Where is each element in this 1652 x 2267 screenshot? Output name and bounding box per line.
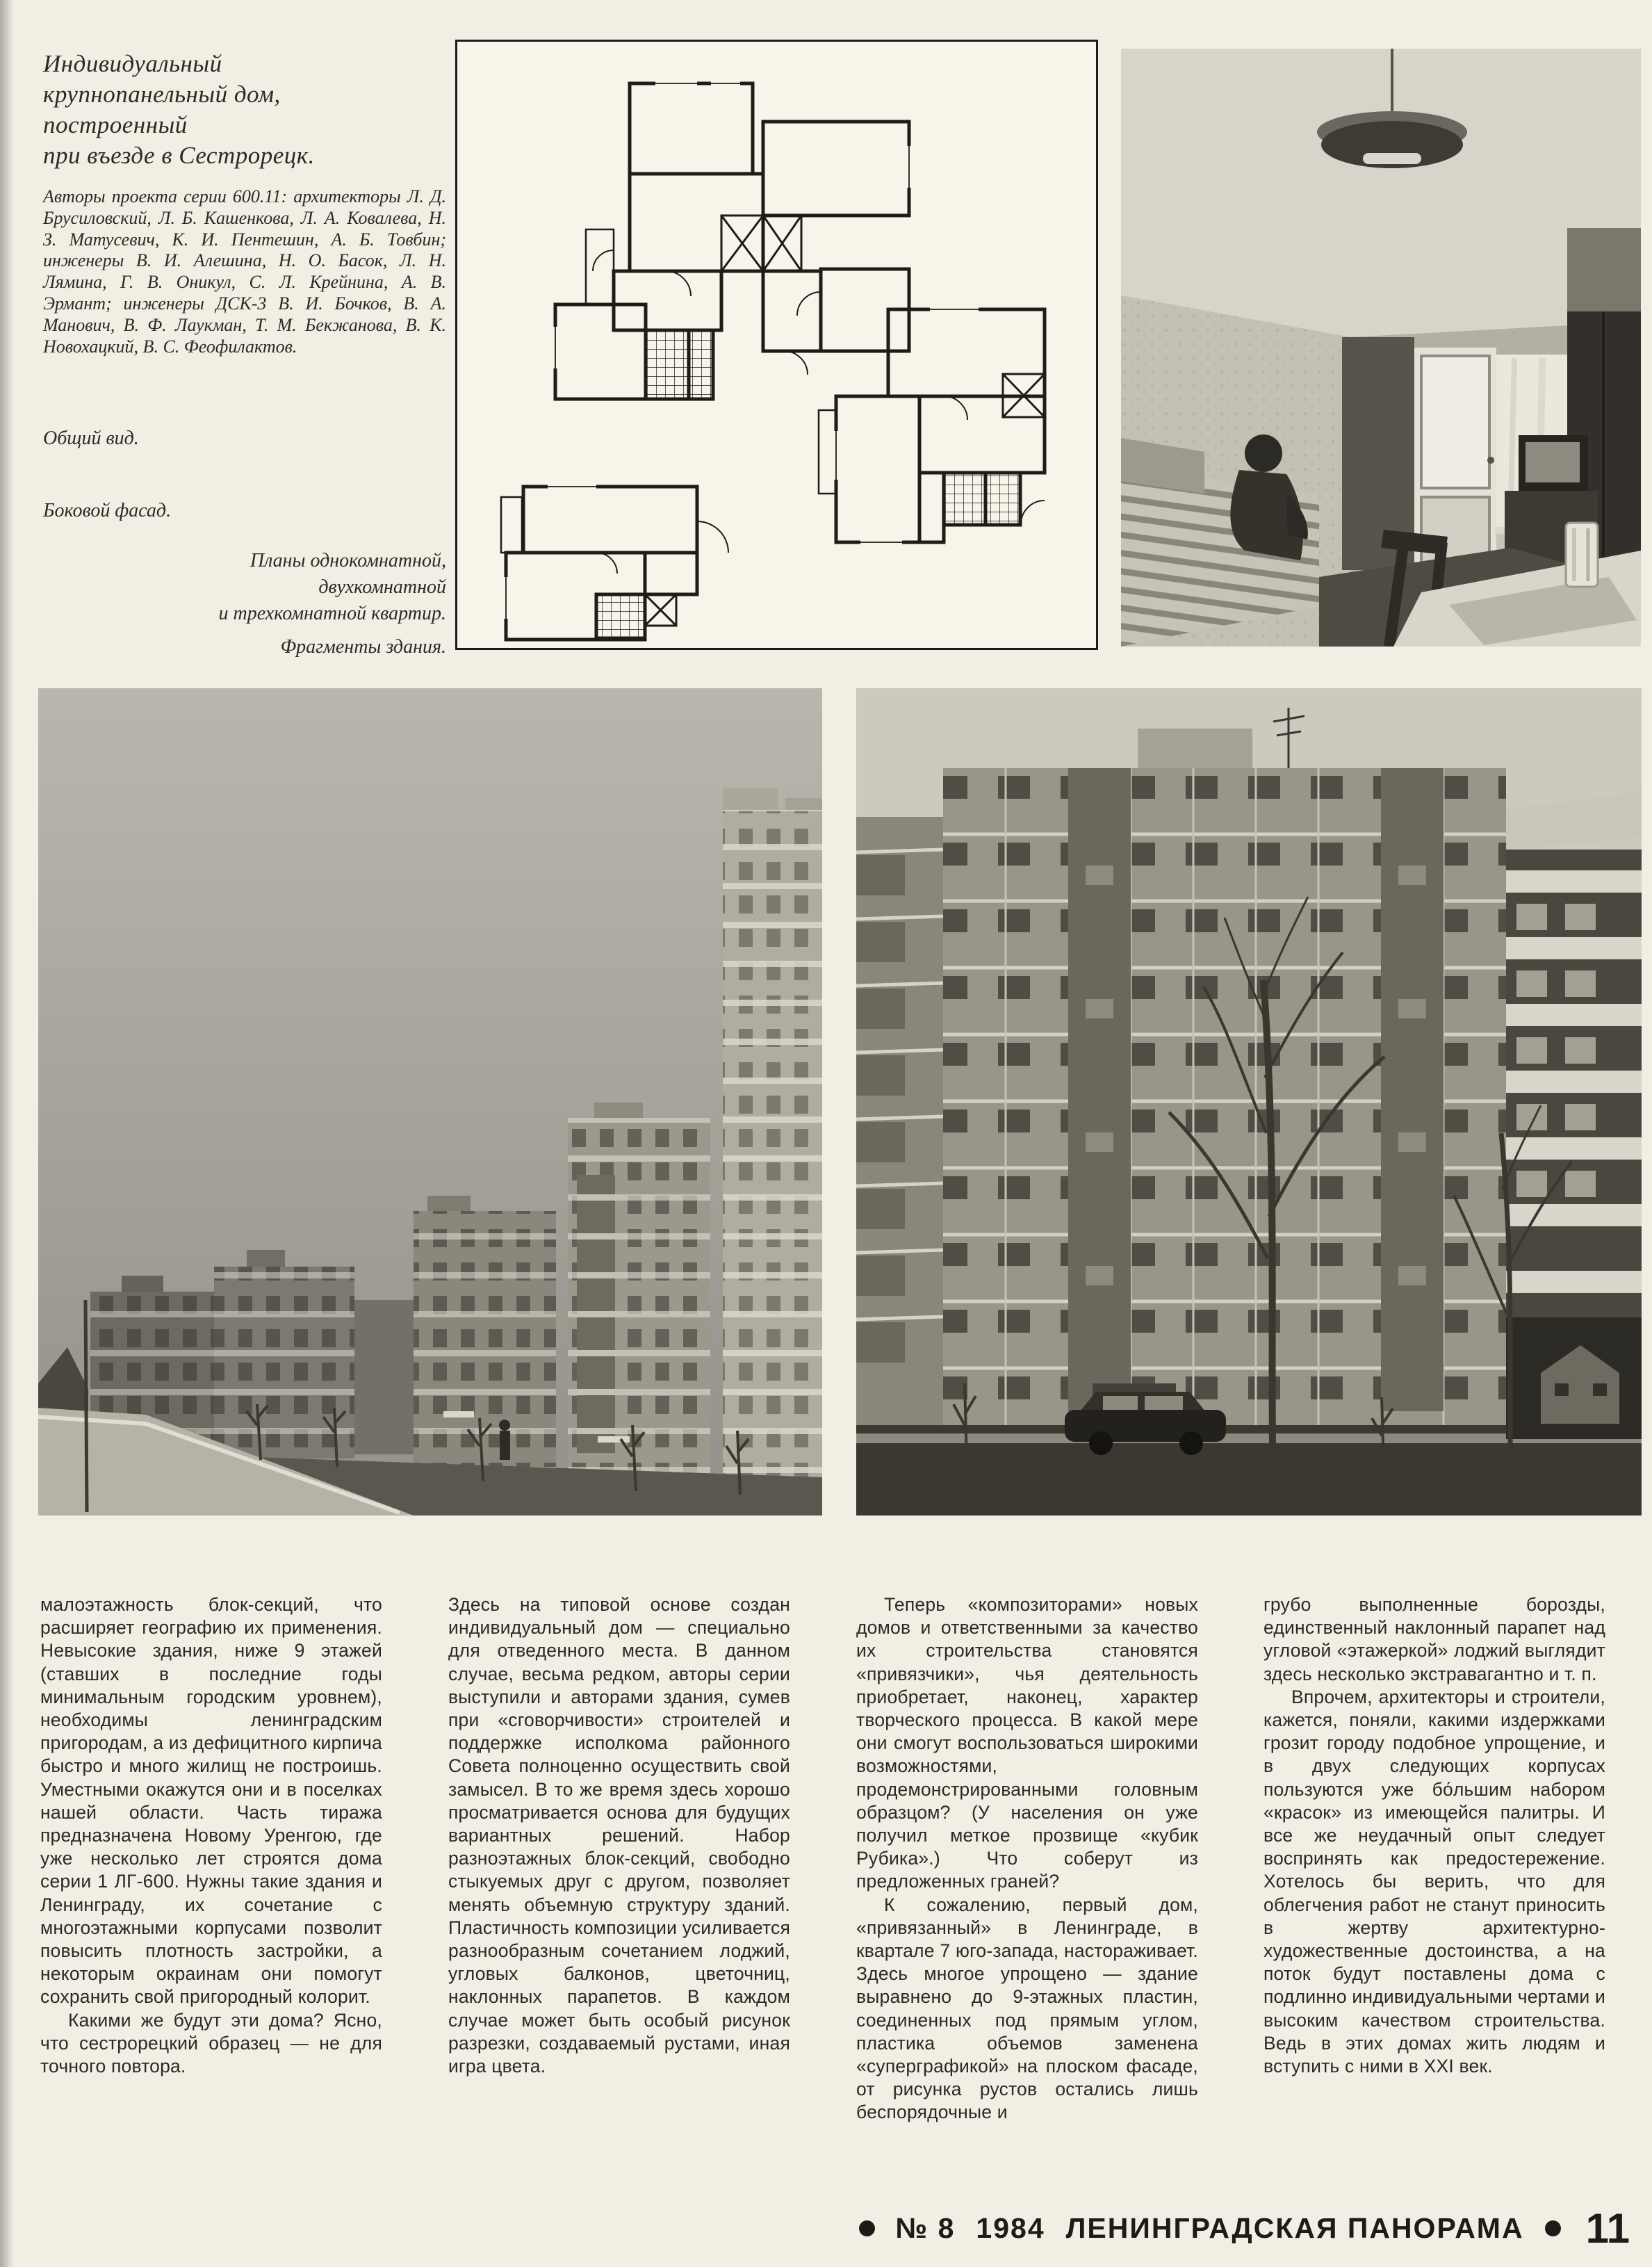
door-arcs bbox=[596, 521, 728, 574]
floor-plans-figure bbox=[455, 40, 1098, 650]
paragraph: Впрочем, архитекторы и строители, кажется, поняли, какими издержками грозит городу подобное упрощение, и в двух следующих корпусах пользуются уже бо́льшим набором «красок» из имеющейся палитры. И все же неудачный опыт следует воспринять как предостережение. Хотелось бы верить, что для облегчения работ не станут приносить в жертву архитектурно-художественные достоинства, а на поток будут поставлены дома с подлинно индивидуальными чертами и высоким качеством строительства. Ведь в этих домах жить людям и вступить с ними в XXI век. bbox=[1263, 1686, 1605, 2077]
paragraph: К сожалению, первый дом, «привязанный» в Ленинграде, в квартале 7 юго-запада, настораживает. Здесь многое упрощено — здание выравнено до 9-этажных пластин, соединенных под прямым углом, пластика объемов заменена «суперграфикой» на плоском фасаде, от рисунка рустов остались лишь беспорядочные и bbox=[856, 1894, 1198, 2123]
article-column-1 bbox=[40, 1593, 382, 2191]
person-figure bbox=[499, 1420, 510, 1460]
building-block-3 bbox=[414, 1196, 556, 1470]
left-wing bbox=[856, 817, 943, 1429]
caption-fragments: Фрагменты здания. bbox=[280, 636, 446, 658]
intro-authors: Авторы проекта серии 600.11: архитекторы Л. Д. Брусиловский, Л. Б. Кашенкова, Л. А. Ковалева, Н. З. Матусевич, К. И. Пентешин, А. Б. Товбин; инженеры В. И. Алешина, Н. О. Басок, Л. Н. Лямина, Г. В. Оникул, С. Л. Крейнина, А. В. Эрмант; инженеры ДСК-3 В. И. Бочков, В. А. Манович, В. Ф. Лаукман, Т. М. Бекжанова, В. К. Новохацкий, В. С. Феофилактов. bbox=[43, 186, 446, 357]
intro-title-line: при въезде в Сестрорецк. bbox=[43, 142, 315, 169]
caption-general-view: Общий вид. bbox=[43, 428, 139, 449]
building-block-2 bbox=[214, 1250, 354, 1458]
paragraph: грубо выполненные борозды, единственный наклонный парапет над угловой «этажеркой» лоджий выглядит здесь несколько экстравагантно и т. п. bbox=[1263, 1594, 1605, 1684]
bathroom-grid bbox=[646, 330, 689, 399]
footer-year: 1984 bbox=[976, 2211, 1045, 2244]
building-block-5 bbox=[723, 788, 822, 1488]
article-column-4 bbox=[1263, 1593, 1605, 2191]
caption-plans bbox=[43, 548, 446, 627]
footer-bullet-icon bbox=[1545, 2220, 1561, 2236]
intro-title-line: крупнопанельный дом, bbox=[43, 81, 281, 108]
article-column-3 bbox=[856, 1593, 1198, 2191]
paragraph: малоэтажность блок-секций, что расширяет географию их применения. Невысокие здания, ниже 9 этажей (ставших в последние годы минимальным городским уровнем), необходимы ленинградским пригородам, а из дефицитного кирпича быстро и много жилищ не построишь. Уместными окажутся они и в поселках нашей области. Часть тиража предназначена Новому Уренгою, где уже несколько лет строятся дома серии 1 ЛГ-600. Нужны такие здания и Ленинграду, их сочетание с многоэтажными корпусами позволит повысить плотность застройки, а некоторым окраинам они помогут сохранить свой пригородный колорит. bbox=[40, 1594, 382, 2008]
building-block-4 bbox=[568, 1103, 710, 1479]
caption-plans-line: двухкомнатной bbox=[318, 576, 446, 598]
paragraph: Теперь «композиторами» новых домов и ответственными за качество их строительства становятся «привязчики», чья деятельность приобретает, наконец, характер творческого процесса. В какой мере они смогут воспользоваться широкими возможностями, продемонстрированными головным образцом? (У населения он уже получил меткое прозвище «кубик Рубика».) Что соберут из предложенных граней? bbox=[856, 1594, 1198, 1892]
intro-title-line: Индивидуальный bbox=[43, 50, 222, 77]
paragraph: Какими же будут эти дома? Ясно, что сестрорецкий образец — не для точного повтора. bbox=[40, 2009, 382, 2077]
plan-one-room bbox=[501, 484, 728, 640]
footer-bullet-icon bbox=[859, 2220, 875, 2236]
dark-panel-column bbox=[1381, 768, 1444, 1411]
roof-penthouse bbox=[1138, 729, 1252, 768]
window-marks bbox=[553, 81, 912, 368]
interior-photo bbox=[1121, 49, 1641, 647]
side-facade-svg bbox=[856, 688, 1642, 1516]
caption-plans-line: и трехкомнатной квартир. bbox=[218, 603, 446, 624]
general-view-svg bbox=[38, 688, 822, 1516]
intro-title-line: построенный bbox=[43, 111, 188, 138]
paragraph: Здесь на типовой основе создан индивидуальный дом — специально для отведенного места. В данном случае, весьма редком, авторы серии выступили и авторами здания, сумев при «сговорчивости» строителей и поддержке исполкома районного Совета полноценно осуществить свой замысел. В то же время здесь хорошо просматривается основа для будущих вариантных решений. Набор разноэтажных блок-секций, свободно стыкуемых друг с другом, позволяет менять объемную структуру зданий. Пластичность композиции усиливается разнообразным сочетанием лоджий, угловых балконов, цветочниц, наклонных парапетов. В каждом случае может быть особый рисунок разрезки, создаваемый рустами, иная игра цвета. bbox=[448, 1594, 790, 2077]
ceiling bbox=[1121, 49, 1641, 337]
glass bbox=[1566, 523, 1598, 587]
page-edge-shadow bbox=[0, 0, 14, 2267]
footer-page-number: 11 bbox=[1585, 2204, 1630, 2252]
archway bbox=[1506, 1317, 1642, 1439]
building-gap-block bbox=[354, 1300, 414, 1454]
bathroom-grid bbox=[944, 473, 986, 525]
intro-title bbox=[43, 49, 446, 171]
main-tower bbox=[943, 708, 1506, 1439]
caption-side-facade: Боковой фасад. bbox=[43, 500, 172, 521]
dark-panel-column bbox=[1068, 768, 1131, 1411]
bathroom-grid bbox=[689, 330, 713, 399]
bathroom-grid bbox=[986, 473, 1020, 525]
lamp-post bbox=[85, 1300, 87, 1512]
footer-magazine: ЛЕНИНГРАДСКАЯ ПАНОРАМА bbox=[1065, 2211, 1524, 2244]
stair-shaft bbox=[645, 594, 676, 626]
page-footer bbox=[859, 2204, 1630, 2252]
bathroom-grid bbox=[596, 594, 645, 638]
plan-three-room bbox=[553, 81, 912, 399]
caption-plans-line: Планы однокомнатной, bbox=[250, 550, 446, 571]
article-column-2 bbox=[448, 1593, 790, 2191]
footer-issue: № 8 bbox=[895, 2211, 956, 2244]
interior-photo-svg bbox=[1121, 49, 1641, 647]
intro-block bbox=[43, 49, 446, 357]
general-view-photo bbox=[38, 688, 822, 1516]
floor-plans-svg bbox=[457, 42, 1096, 648]
plan-two-room bbox=[819, 307, 1045, 545]
side-facade-photo bbox=[856, 688, 1642, 1516]
